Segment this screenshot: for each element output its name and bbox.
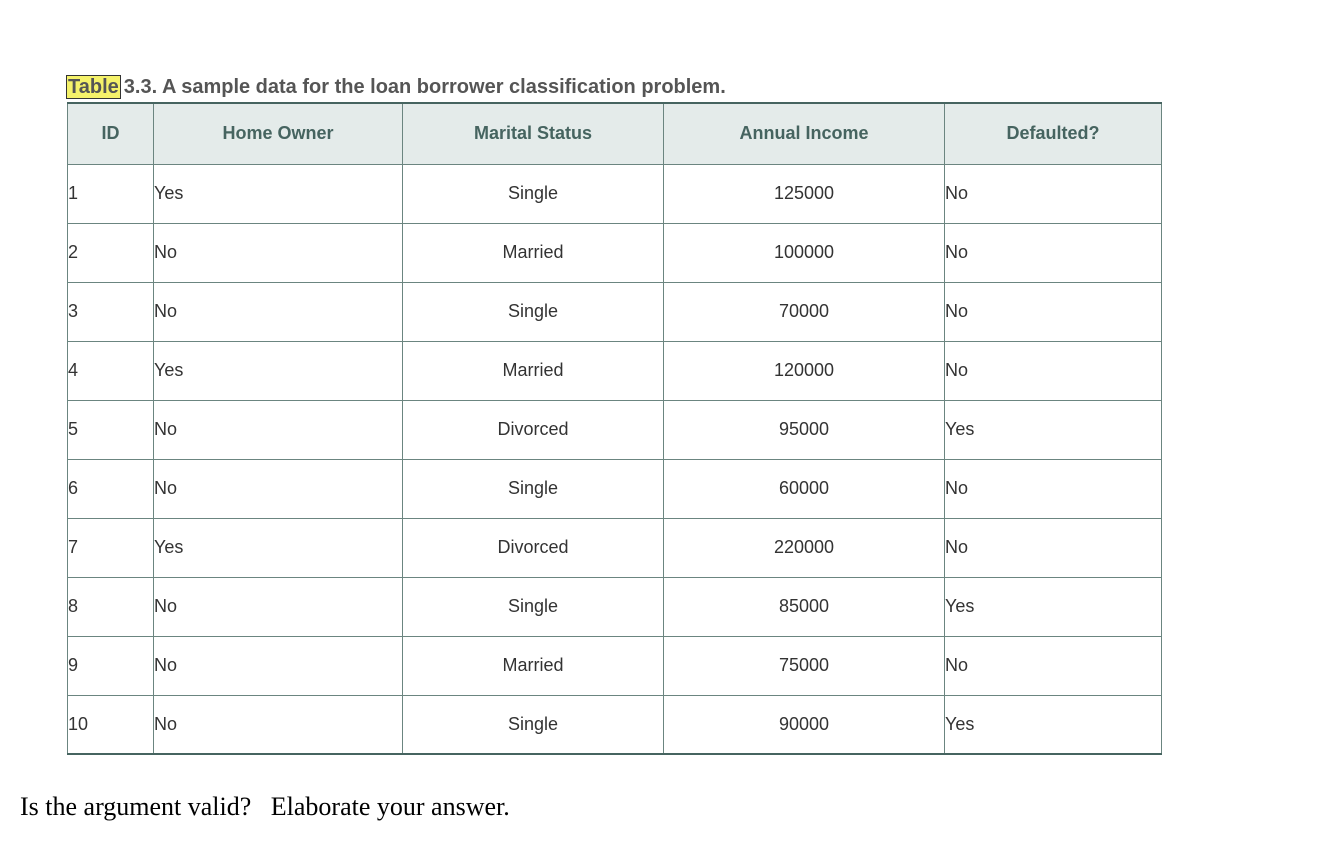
cell-id: 2 (68, 223, 154, 282)
table-row (68, 282, 1162, 341)
cell-marital-status: Single (403, 577, 664, 636)
cell-defaulted: Yes (945, 577, 1162, 636)
cell-annual-income: 220000 (664, 518, 945, 577)
cell-marital-status: Divorced (403, 518, 664, 577)
question-text: Is the argument valid? Elaborate your answer. (20, 792, 510, 821)
cell-home-owner: Yes (154, 164, 403, 223)
cell-annual-income: 75000 (664, 636, 945, 695)
cell-defaulted: No (945, 164, 1162, 223)
cell-id: 1 (68, 164, 154, 223)
cell-home-owner: No (154, 459, 403, 518)
cell-id: 8 (68, 577, 154, 636)
cell-id: 9 (68, 636, 154, 695)
cell-marital-status: Married (403, 341, 664, 400)
cell-home-owner: Yes (154, 518, 403, 577)
cell-home-owner: No (154, 577, 403, 636)
header-defaulted: Defaulted? (945, 103, 1162, 164)
cell-annual-income: 100000 (664, 223, 945, 282)
cell-annual-income: 95000 (664, 400, 945, 459)
cell-defaulted: No (945, 459, 1162, 518)
cell-marital-status: Single (403, 695, 664, 754)
cell-home-owner: No (154, 223, 403, 282)
cell-marital-status: Divorced (403, 400, 664, 459)
cell-defaulted: Yes (945, 400, 1162, 459)
cell-defaulted: No (945, 518, 1162, 577)
cell-annual-income: 60000 (664, 459, 945, 518)
cell-id: 10 (68, 695, 154, 754)
caption-highlight: Table (68, 76, 119, 98)
cell-defaulted: No (945, 282, 1162, 341)
cell-marital-status: Married (403, 636, 664, 695)
cell-home-owner: Yes (154, 341, 403, 400)
cell-marital-status: Single (403, 282, 664, 341)
cell-id: 6 (68, 459, 154, 518)
table-row (68, 577, 1162, 636)
header-annual-income: Annual Income (664, 103, 945, 164)
table-row (68, 223, 1162, 282)
cell-annual-income: 90000 (664, 695, 945, 754)
cell-annual-income: 125000 (664, 164, 945, 223)
cell-annual-income: 85000 (664, 577, 945, 636)
table-row (68, 400, 1162, 459)
cell-home-owner: No (154, 636, 403, 695)
loan-data-table (67, 102, 1162, 755)
cell-annual-income: 120000 (664, 341, 945, 400)
cell-home-owner: No (154, 282, 403, 341)
cell-defaulted: No (945, 223, 1162, 282)
header-id: ID (68, 103, 154, 164)
table-row (68, 164, 1162, 223)
table-row (68, 636, 1162, 695)
cell-defaulted: Yes (945, 695, 1162, 754)
cell-annual-income: 70000 (664, 282, 945, 341)
cell-id: 3 (68, 282, 154, 341)
cell-marital-status: Married (403, 223, 664, 282)
cell-home-owner: No (154, 695, 403, 754)
cell-defaulted: No (945, 341, 1162, 400)
table-row (68, 695, 1162, 754)
cell-marital-status: Single (403, 164, 664, 223)
cell-home-owner: No (154, 400, 403, 459)
header-marital-status: Marital Status (403, 103, 664, 164)
cell-defaulted: No (945, 636, 1162, 695)
cell-id: 7 (68, 518, 154, 577)
cell-marital-status: Single (403, 459, 664, 518)
table-header-row (68, 103, 1162, 164)
header-home-owner: Home Owner (154, 103, 403, 164)
cell-id: 4 (68, 341, 154, 400)
table-row (68, 518, 1162, 577)
table-row (68, 459, 1162, 518)
table-caption (66, 74, 726, 100)
cell-id: 5 (68, 400, 154, 459)
caption-text: 3.3. A sample data for the loan borrower classification problem. (123, 76, 726, 98)
table-row (68, 341, 1162, 400)
